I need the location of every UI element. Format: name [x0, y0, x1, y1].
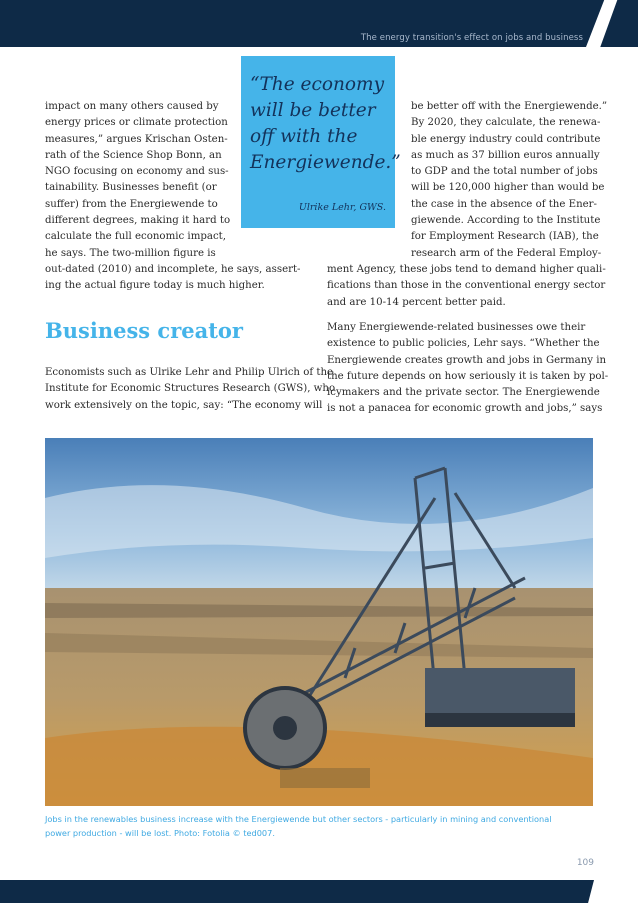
text-line: giewende. According to the Institute	[411, 215, 601, 227]
spoil	[280, 768, 370, 788]
excavator-body	[425, 668, 575, 718]
pull-quote-attribution: Ulrike Lehr, GWS.	[298, 202, 386, 213]
text-line: for Employment Research (IAB), the	[411, 231, 599, 243]
text-line: Institute for Economic Structures Research (GWS), who	[45, 383, 336, 395]
text-line: NGO focusing on economy and sus-	[45, 166, 229, 178]
photo-illustration	[45, 438, 593, 806]
text-line: ble energy industry could contribute	[411, 133, 601, 145]
text-line: he says. The two-million figure is	[45, 247, 216, 259]
text-line: fications than those in the conventional energy sector	[327, 280, 606, 292]
text-line: out-dated (2010) and incomplete, he says, assert-	[45, 263, 301, 275]
text-line: Energiewende creates growth and jobs in Germany in	[327, 354, 607, 366]
text-line: research arm of the Federal Employ-	[411, 247, 602, 259]
text-line: the future depends on how seriously it is taken by pol-	[327, 370, 609, 382]
footer-bar	[0, 880, 594, 903]
text-line: measures,” argues Krischan Osten-	[45, 133, 228, 145]
right-column-top-text-wide	[327, 262, 606, 311]
text-line: By 2020, they calculate, the renewa-	[411, 117, 601, 129]
photo-caption	[45, 812, 552, 840]
bucket-wheel-hub	[273, 716, 297, 740]
text-line: impact on many others caused by	[45, 101, 219, 112]
text-line: rath of the Science Shop Bonn, an	[45, 149, 222, 161]
text-line: calculate the full economic impact,	[45, 231, 226, 243]
text-line: will be 120,000 higher than would be	[411, 182, 605, 194]
page-number: 109	[576, 858, 594, 868]
text-line: to GDP and the total number of jobs	[411, 166, 598, 178]
text-line: ing the actual figure today is much higher.	[45, 280, 265, 292]
right-column-bottom-text	[327, 320, 608, 418]
text-line: icymakers and the private sector. The Energiewende	[327, 387, 600, 399]
text-line: existence to public policies, Lehr says. “Whether the	[327, 338, 600, 350]
text-line: and are 10-14 percent better paid.	[327, 296, 506, 308]
right-column-top-text	[411, 99, 607, 262]
caption-line: power production - will be lost. Photo: Fotolia © ted007.	[45, 828, 275, 838]
left-column-bottom-text	[45, 365, 335, 414]
pull-quote-text	[250, 72, 401, 176]
text-line: Economists such as Ulrike Lehr and Philip Ulrich of the	[45, 367, 334, 378]
text-line: work extensively on the topic, say: “The economy will	[45, 399, 323, 411]
section-heading: Business creator	[45, 318, 243, 343]
crawler-tracks	[425, 713, 575, 727]
text-line: is not a panacea for economic growth and jobs,” says	[327, 403, 603, 415]
text-line: suffer) from the Energiewende to	[45, 198, 218, 210]
pull-quote-box	[241, 56, 401, 228]
text-line: different degrees, making it hard to	[45, 215, 231, 227]
text-line: energy prices or climate protection	[45, 117, 228, 129]
text-line: tainability. Businesses benefit (or	[45, 182, 217, 194]
pull-quote-line: will be better	[250, 100, 376, 121]
bucket-wheel-excavator-photo	[45, 438, 593, 806]
text-line: as much as 37 billion euros annually	[411, 149, 600, 161]
text-line: the case in the absence of the Ener-	[411, 198, 597, 210]
running-header-title: The energy transition's effect on jobs and business	[360, 33, 583, 43]
caption-line: Jobs in the renewables business increase with the Energiewende but other sectors - particularly in mining and conventional	[45, 814, 552, 824]
text-line: ment Agency, these jobs tend to demand higher quali-	[327, 264, 606, 275]
text-line: be better off with the Energiewende.”	[411, 101, 608, 112]
pull-quote-line: off with the	[250, 126, 358, 147]
pull-quote-line: Energiewende.”	[250, 152, 401, 173]
text-line: Many Energiewende-related businesses owe their	[327, 322, 586, 333]
pull-quote-line: “The economy	[250, 74, 385, 95]
